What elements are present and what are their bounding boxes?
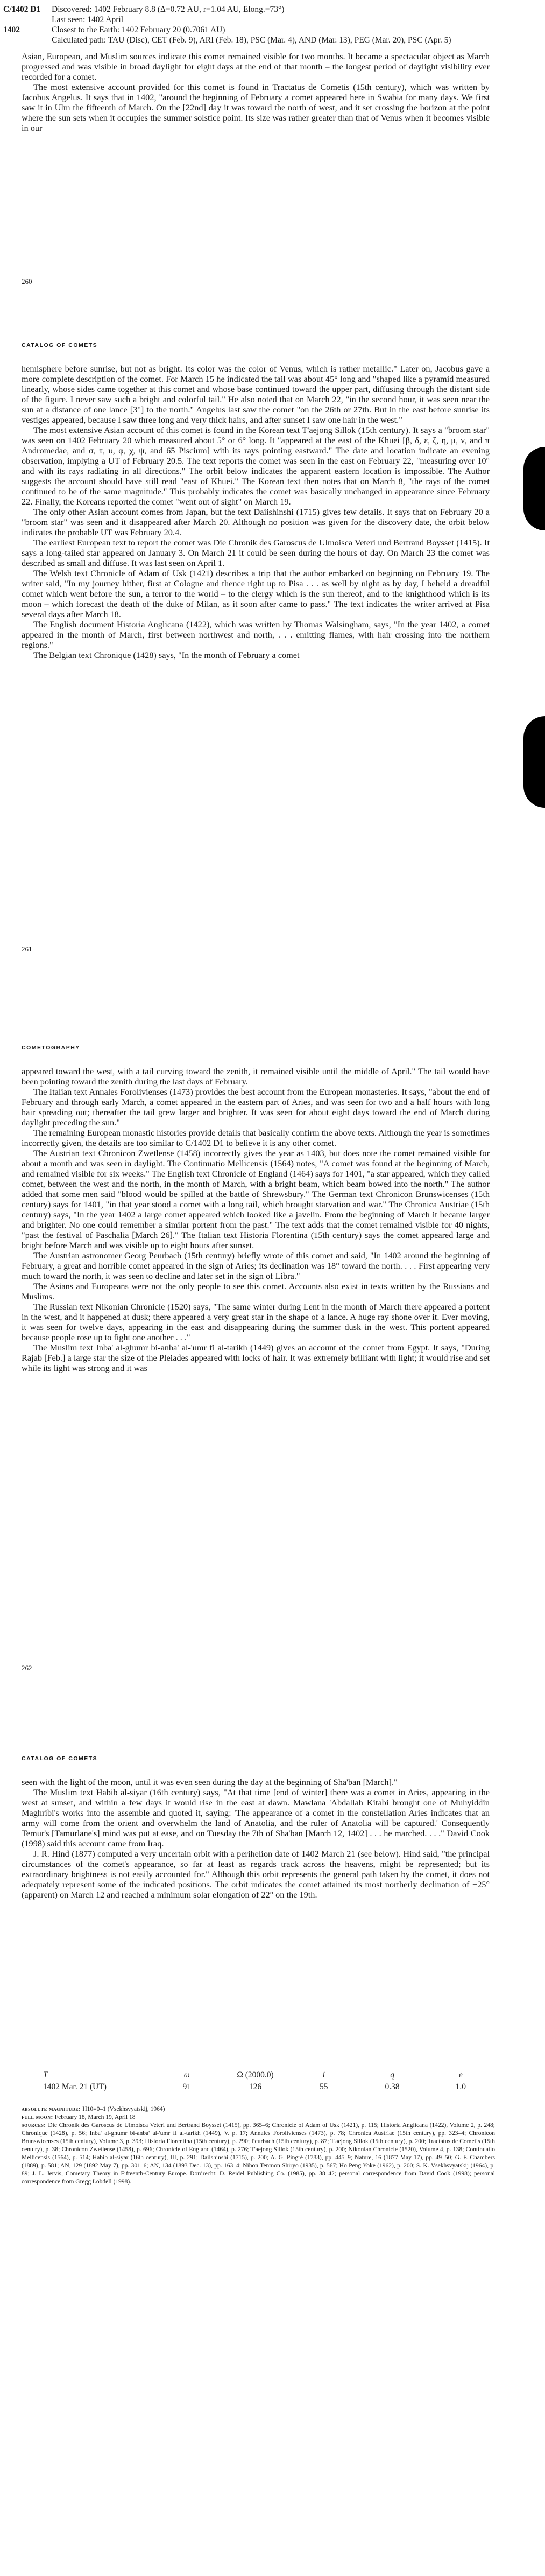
closest-line: Closest to the Earth: 1402 February 20 (0.7061 AU) [52, 25, 225, 34]
orbit-table-row [22, 2082, 495, 2092]
orbit-cell: 55 [320, 2082, 328, 2091]
paragraph: The Muslim text Habib al-siyar (16th century) says, "At that time [end of winter] there was a comet in Aries, appearing in the west at sunset, and within a few days it would rise in the east at dawn. Mawlana 'Abdallah Kitabi brought one of Muhyiddin Maghribi's works into the assemble and quoted it, saying: 'The appearance of a comet in the constellation Aries indicates that an army will come from the orient and overwhelm the land of Anatolia, and the ruler of Anatolia will be captured.' Consequently Temur's [Tamurlane's] mind was put at ease, and on Tuesday the 7th of Sha'ban [March 12, 1402] . . . he marched. . . ." David Cook (1998) said this account came from Iraq. [22, 1787, 490, 1849]
running-head: COMETOGRAPHY [22, 1045, 80, 1051]
page-260-body [22, 51, 490, 133]
paragraph: The Asians and Europeans were not the only people to see this comet. Accounts also exist in texts written by the Russians and Muslims. [22, 1281, 490, 1301]
paragraph: The Austrian astronomer Georg Peurbach (15th century) briefly wrote of this comet and said, "In 1402 around the beginning of February, a great and horrible comet appeared in the sign of Aries; its declination was 18° toward the north. . . . First appearing very much toward the north, it was seen to decline and later set in the sign of Libra." [22, 1250, 490, 1281]
paragraph: The earliest European text to report the comet was Die Chronik des Garoscus de Ulmoisca Veteri und Bertrand Boysset (1415). It says a long-tailed star appeared on January 3. On March 21 it could be seen during the hours of day. On March 23 the comet was described as small and diffuse. It was last seen on April 1. [22, 537, 490, 568]
note-sources [22, 2122, 495, 2186]
paragraph: J. R. Hind (1877) computed a very uncertain orbit with a perihelion date of 1402 March 21 (see below). Hind said, "the principal circumstances of the comet's appearance, so far at least as regards track across the heavens, might be represented; but its extraordinary brightness is not easily accounted for." Although this orbit represents the general path taken by the comet, it does not adequately represent some of the indicated positions. The orbit indicates the comet attained its most northerly declination of +25° (apparent) on March 12 and reached a minimum solar elongation of 22° on the 19th. [22, 1849, 490, 1900]
page-263 [0, 1747, 545, 2576]
paragraph: The Muslim text Inba' al-ghumr bi-anba' al-'umr fi al-tarikh (1449) gives an account of the comet from Egypt. It says, "During Rajab [Feb.] a large star the size of the Pleiades appeared with locks of hair. It was extremely brilliant with light; it would rise and set while its light was strong and it was [22, 1342, 490, 1373]
paragraph: hemisphere before sunrise, but not as bright. Its color was the color of Venus, which is rather metallic." Later on, Jacobus gave a more complete description of the comet. For March 15 he indicated the tail was about 45° long and "shaped like a pyramid measured linearly, whose sides came together at this comet and whose base continued toward the upper part, diffusing through the distant side of the figure. I never saw such a bright and colorful tail." He also noted that on March 22, "in the second hour, it was seen near the sun at a distance of one lance [3°] to the north." Angelus last saw the comet "on the 26th or 27th. But in the east before sunrise its vestiges appeared, because I saw three long and very thick hairs, and after sunset I saw one hair in the west." [22, 363, 490, 425]
orbit-header-cell: Ω (2000.0) [237, 2070, 274, 2080]
orbit-header-cell: q [390, 2070, 394, 2080]
orbit-cell: 1402 Mar. 21 (UT) [43, 2082, 107, 2091]
paragraph: The Russian text Nikonian Chronicle (1520) says, "The same winter during Lent in the month of March there appeared a portent in the west, and it happened at dusk; there appeared a very great star in the shape of a lance. A huge ray shone over it. Ever moving, it was seen for twelve days, appearing in the east and disappearing during the summer dusk in the west. This portent appeared because people rose up to fight one another . . ." [22, 1301, 490, 1342]
header-closest-row [0, 25, 516, 35]
note-text: February 18, March 19, April 18 [54, 2114, 136, 2120]
note-lead: absolute magnitude: [22, 2106, 81, 2112]
orbit-header-cell: ω [183, 2070, 190, 2080]
binding-shadow [523, 447, 545, 530]
header-last-seen-row [0, 15, 516, 25]
paragraph: The Welsh text Chronicle of Adam of Usk (1421) describes a trip that the author embarked on beginning on February 19. The writer said, "In my journey hither, first at Cologne and thence right up to Pisa . . . as well by night as by day, I beheld a dreadful comet which went before the sun, a terror to the world – to the clergy which is the sun thereof, and to the knighthood which is its moon – which forecast the death of the duke of Milan, as it soon after came to pass." The text indicates the writer arrived at Pisa several days after March 18. [22, 568, 490, 619]
last-seen-line: Last seen: 1402 April [52, 15, 124, 24]
page-263-body [22, 1777, 490, 1900]
page-262-body [22, 1066, 490, 1373]
page-262 [0, 1037, 545, 1683]
paragraph: The remaining European monastic histories provide details that basically confirm the above texts. Although the year is sometimes incorrectly given, the details are too similar to C/1402 D1 to believe it is any other comet. [22, 1128, 490, 1148]
orbit-header-cell: i [322, 2070, 325, 2080]
note-absolute-magnitude [22, 2105, 495, 2113]
paragraph: The most extensive account provided for this comet is found in Tractatus de Cometis (15th century), which was written by Jacobus Angelus. It says that in 1402, "around the beginning of February a comet appeared here in Swabia for many days. We first saw it in Ulm the fifteenth of March. On the [22nd] day it was toward the north of west, and it set crossing the horizon at the point where the sun sets when it occupies the summer solstice point. Its size was rather greater than that of Venus when it becomes visible in our [22, 82, 490, 133]
paragraph: The Austrian text Chronicon Zwetlense (1458) incorrectly gives the year as 1403, but does note the comet remained visible for about a month and was seen in daylight. The Continuatio Mellicensis (1564) notes, "A comet was found at the beginning of March, and remained visible for six weeks." The English text Chronicle of England (1464) says for 1401, "a star appeared, which they called comet, between the west and the north, in the month of March, with a bright beam, which beam bowed into the north." The author added that some men said "blood would be spilled at the battle of Shrewsbury." The German text Chronicon Brunswicenses (15th century) says for 1401, "in that year stood a comet with a long tail, which brought starvation and war." The Chronica Austriae (15th century) says, "In the year 1402 a large comet appeared which looked like a javelin. From the beginning of March it became larger and brighter. No one could remember a similar portent from the past." The text adds that the comet remained visible for 40 nights, "past the festival of Paschalia [March 26]." The Italian text Historia Florentina (15th century) says the comet appeared large and bright before March and was visible up to eight hours after sunset. [22, 1148, 490, 1250]
page-number: 261 [22, 945, 32, 953]
running-head: CATALOG OF COMETS [22, 1755, 98, 1762]
header-path-row [0, 35, 516, 45]
orbit-cell: 1.0 [455, 2082, 466, 2091]
year-label: 1402 [3, 25, 20, 34]
paragraph: The Belgian text Chronique (1428) says, "In the month of February a comet [33, 650, 300, 660]
notes-block [22, 2105, 495, 2186]
note-text: H10=0–1 (Vsekhsvyatskij, 1964) [82, 2106, 165, 2112]
page-261-body [22, 363, 490, 660]
orbit-header-cell: e [458, 2070, 463, 2080]
page-261 [0, 334, 545, 969]
paragraph: The most extensive Asian account of this comet is found in the Korean text T'aejong Sillok (15th century). It says a "broom star" was seen on 1402 February 20 which measured about 5° or 6° long. It "appeared at the east of the Khuei [β, δ, ε, ζ, η, μ, ν, and π Andromedae, and σ, τ, υ, φ, χ, ψ, and 65 Piscium] with its rays pointing eastward." The date and location indicate an evening observation, implying a UT of February 20.5. The text reports the comet was seen in the east on February 22, "measuring over 10° and with its rays radiating in all directions." The orbit below indicates the apparent eastern location is impossible. The Author suggests the account should have still read "east of Khuei." The Korean text then notes that on March 8, "the rays of the comet continued to be of the same magnitude." This probably indicates the comet was basically unchanged in appearance since February 22. Finally, the Koreans reported the comet "went out of sight" on March 19. [22, 425, 490, 507]
page-number: 262 [22, 1664, 32, 1672]
discovered-line: Discovered: 1402 February 8.8 (Δ=0.72 AU, r=1.04 AU, Elong.=73°) [52, 5, 285, 14]
paragraph: appeared toward the west, with a tail curving toward the zenith, it remained visible until the middle of April." The tail would have been pointing toward the zenith during the last days of February. [22, 1066, 490, 1087]
orbit-cell: 126 [249, 2082, 262, 2091]
orbit-table-header [22, 2070, 495, 2080]
note-full-moon [22, 2113, 495, 2122]
binding-shadow [523, 716, 545, 808]
note-lead: full moon: [22, 2114, 53, 2120]
paragraph: The English document Historia Anglicana (1422), which was written by Thomas Walsingham, says, "In the year 1402, a comet appeared in the month of March, first between northwest and north, . . . emitting flames, with hair crossing into the northern regions." [22, 619, 490, 650]
orbit-cell: 91 [182, 2082, 192, 2091]
entry-header [0, 4, 516, 45]
running-head: CATALOG OF COMETS [22, 342, 98, 348]
paragraph: Asian, European, and Muslim sources indicate this comet remained visible for two months. It became a spectacular object as March progressed and was visible in broad daylight for eight days at the end of that month – the longest period of daylight visibility ever recorded for a comet. [22, 51, 490, 82]
orbit-header-cell: T [43, 2070, 48, 2080]
paragraph: The only other Asian account comes from Japan, but the text Daiishinshi (1715) gives few details. It says that on February 20 a "broom star" was seen and it disappeared after March 20. Although no position was given for the discovery date, the orbit below indicates the probable UT was February 20.4. [22, 507, 490, 537]
comet-designation: C/1402 D1 [3, 5, 41, 14]
paragraph: The Italian text Annales Forolivienses (1473) provides the best account from the European monasteries. It says, "about the end of February and through early March, a comet appeared in the eastern part of Aries, and was seen for two and a half hours with long hair spreading out; thereafter the tail grew larger and brighter. It was seen for about eight days toward the end of March during daylight preceding the sun." [22, 1087, 490, 1128]
paragraph: seen with the light of the moon, until it was even seen during the day at the beginning of Sha'ban [March]." [22, 1777, 398, 1787]
note-lead: sources: [22, 2122, 46, 2129]
page-number: 260 [22, 277, 32, 285]
calculated-path-line: Calculated path: TAU (Disc), CET (Feb. 9), ARI (Feb. 18), PSC (Mar. 4), AND (Mar. 13), PEG (Mar. 20), PSC (Apr. 5) [52, 36, 451, 45]
note-text: Die Chronik des Garoscus de Ulmoisca Veteri und Bertrand Boysset (1415), pp. 365–6; Chronicle of Adam of Usk (1421), p. 115; Historia Anglicana (1422), Volume 2, p. 248; Chronique (1428), p. 56; Inba' al-ghumr bi-anba' al-'umr fi al-tarikh (1449), V. p. 17; Annales Forolivienses (1473), p. 78; Chronica Austriae (15th century), pp. 323–4; Chronicon Brunswicenses (15th century), Volume 3, p. 393; Historia Florentina (15th century), p. 290; Peurbach (15th century), p. 87; T'aejong Sillok (15th century), p. 200; Tractatus de Cometis (15th century), p. 38; Chronicon Zwetlense (1458), p. 696; Chronicle of England (1464), p. 276; T'aejong Sillok (15th century), p. 200; Nikonian Chronicle (1520), Volume 4, p. 138; Continuatio Mellicensis (1564), p. 514; Habib al-siyar (16th century), III, p. 291; Daiishinshi (1715), p. 200; A. G. Pingré (1783), pp. 445–9; Nature, 16 (1877 May 17), pp. 49–50; G. F. Chambers (1889), p. 581; AN, 129 (1892 May 7), pp. 301–6; AN, 134 (1893 Dec. 13), pp. 163–4; Nihon Tenmon Shiryo (1935), p. 567; Ho Peng Yoke (1962), p. 200; S. K. Vsekhsvyatskij (1964), p. 89; J. L. Jervis, Cometary Theory in Fifteenth-Century Europe. Dordrecht: D. Reidel Publishing Co. (1985), pp. 38–42; personal correspondence from David Cook (1998); personal correspondence from Gregg Lobdell (1998). [22, 2122, 495, 2185]
header-discovered-row [0, 4, 516, 15]
orbit-table [22, 2070, 495, 2092]
orbit-cell: 0.38 [385, 2082, 400, 2091]
